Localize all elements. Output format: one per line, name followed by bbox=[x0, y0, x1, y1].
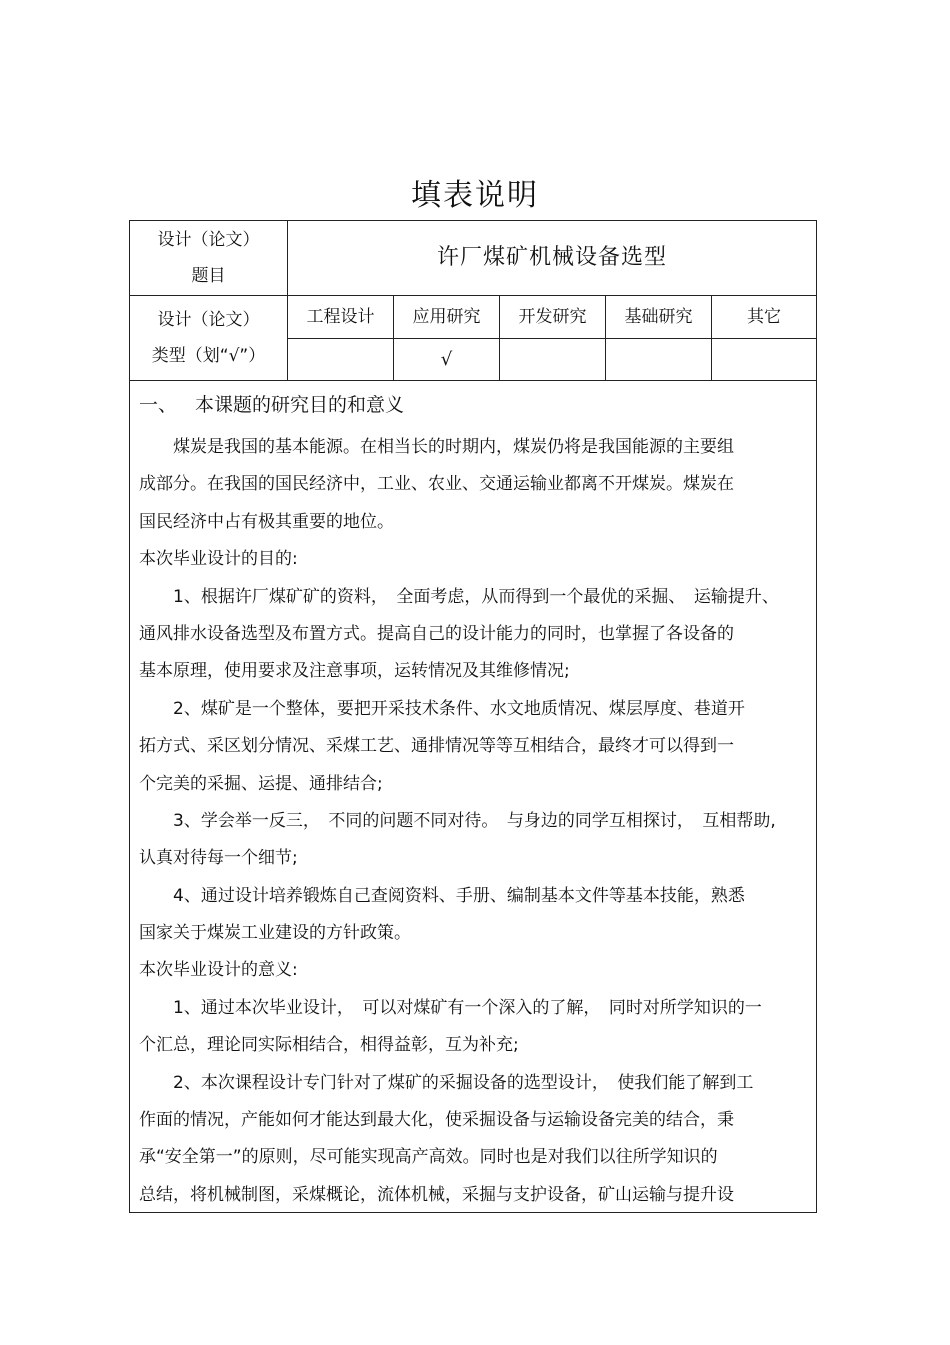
body-line: 总结，将机械制图，采煤概论，流体机械，采掘与支护设备，矿山运输与提升设 bbox=[139, 1184, 734, 1205]
topic-value: 许厂煤矿机械设备选型 bbox=[436, 245, 667, 270]
type-label-line2: 类型（划“√”） bbox=[151, 346, 266, 366]
section-body bbox=[139, 381, 811, 1214]
body-line: 2、煤矿是一个整体，要把开采技术条件、水文地质情况、煤层厚度、巷道开 bbox=[139, 698, 745, 719]
body-line: 国民经济中占有极其重要的地位。 bbox=[139, 511, 394, 532]
body-line: 承“安全第一”的原则，尽可能实现高产高效。同时也是对我们以往所学知识的 bbox=[139, 1147, 718, 1168]
type-label-line1: 设计（论文） bbox=[157, 310, 260, 330]
section-number: 一、 bbox=[139, 394, 178, 416]
body-line: 1、通过本次毕业设计， 可以对煤矿有一个深入的了解， 同时对所学知识的一 bbox=[139, 997, 762, 1018]
type-mark-basic[interactable] bbox=[606, 339, 711, 380]
topic-label-line1: 设计（论文） bbox=[157, 230, 260, 250]
topic-label-line2: 题目 bbox=[191, 266, 226, 286]
body-line: 作面的情况，产能如何才能达到最大化，使采掘设备与运输设备完美的结合，秉 bbox=[139, 1110, 734, 1131]
type-mark-development[interactable] bbox=[500, 339, 605, 380]
body-line: 通风排水设备选型及布置方式。提高自己的设计能力的同时，也掌握了各设备的 bbox=[139, 623, 734, 644]
body-line: 个汇总，理论同实际相结合，相得益彰，互为补充; bbox=[139, 1035, 519, 1056]
body-line: 1、根据许厂煤矿矿的资料， 全面考虑，从而得到一个最优的采掘、 运输提升、 bbox=[139, 586, 779, 607]
body-line: 拓方式、采区划分情况、采煤工艺、通排情况等等互相结合，最终才可以得到一 bbox=[139, 736, 734, 757]
form-table bbox=[129, 220, 817, 1213]
body-line: 个完美的采掘、运提、通排结合; bbox=[139, 773, 383, 794]
body-line: 2、本次课程设计专门针对了煤矿的采掘设备的选型设计， 使我们能了解到工 bbox=[139, 1072, 754, 1093]
body-line: 3、学会举一反三， 不同的问题不同对待。 与身边的同学互相探讨， 互相帮助, bbox=[139, 810, 776, 831]
body-line: 国家关于煤炭工业建设的方针政策。 bbox=[139, 923, 411, 944]
body-line: 认真对待每一个细节; bbox=[139, 848, 298, 869]
type-label bbox=[130, 296, 287, 380]
section-title: 本课题的研究目的和意义 bbox=[195, 394, 405, 416]
page-title: 填表说明 bbox=[411, 178, 539, 213]
type-mark-applied[interactable]: √ bbox=[440, 348, 453, 370]
type-mark-engineering[interactable] bbox=[288, 339, 393, 380]
topic-label bbox=[130, 221, 287, 295]
body-line: 煤炭是我国的基本能源。在相当长的时期内，煤炭仍将是我国能源的主要组 bbox=[139, 437, 734, 457]
type-option-engineering: 工程设计 bbox=[306, 307, 375, 327]
section-heading bbox=[139, 381, 811, 429]
body-line: 成部分。在我国的国民经济中，工业、农业、交通运输业都离不开煤炭。煤炭在 bbox=[139, 474, 734, 495]
body-line: 本次毕业设计的意义: bbox=[139, 960, 298, 981]
type-mark-other[interactable] bbox=[712, 339, 816, 380]
body-line: 4、通过设计培养锻炼自己查阅资料、手册、编制基本文件等基本技能，熟悉 bbox=[139, 885, 745, 906]
type-option-basic: 基础研究 bbox=[624, 307, 693, 327]
type-option-applied: 应用研究 bbox=[412, 307, 481, 327]
type-option-other: 其它 bbox=[747, 307, 781, 327]
type-option-development: 开发研究 bbox=[518, 307, 587, 327]
body-line: 本次毕业设计的目的: bbox=[139, 549, 298, 570]
body-line: 基本原理，使用要求及注意事项，运转情况及其维修情况; bbox=[139, 661, 570, 682]
